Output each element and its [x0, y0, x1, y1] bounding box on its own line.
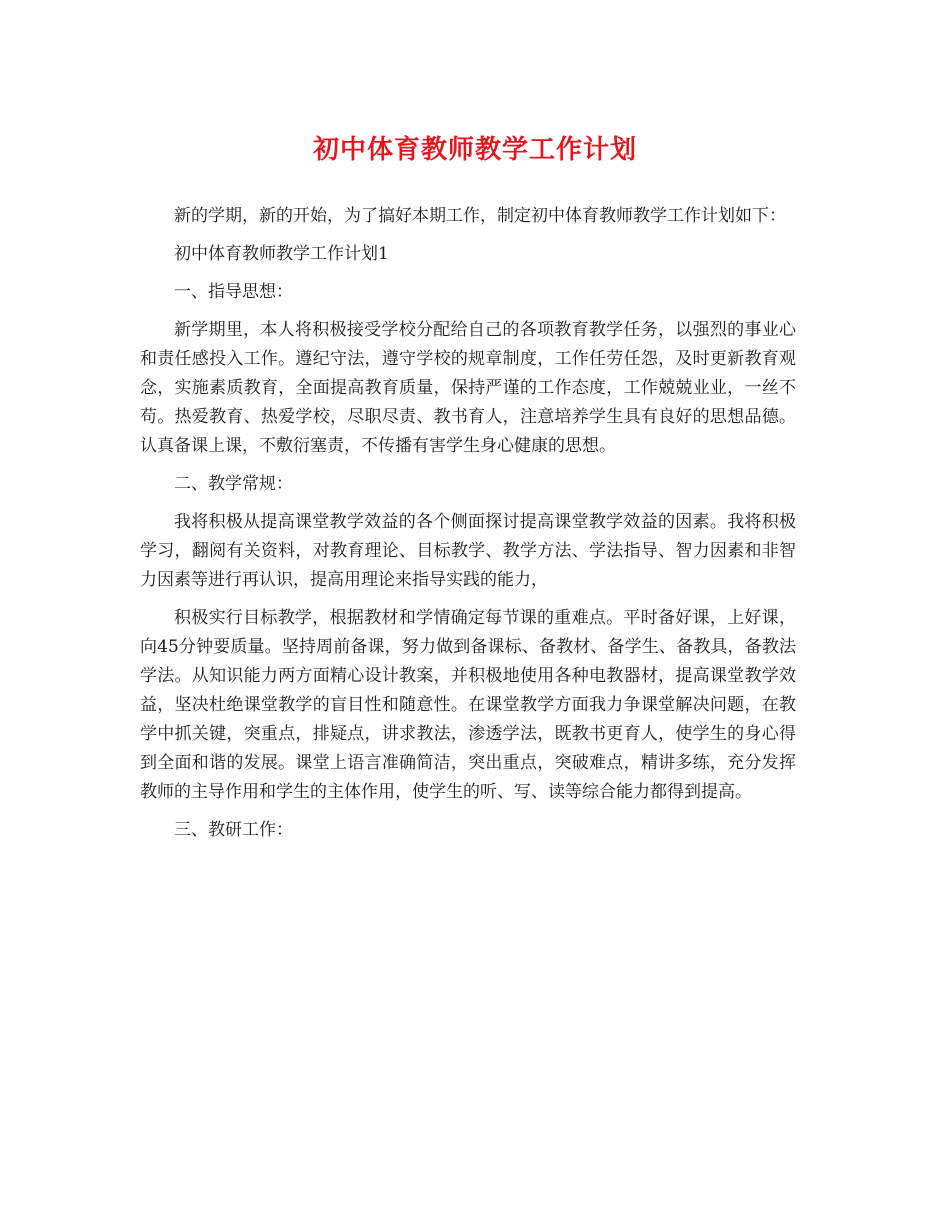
plan-heading: 初中体育教师教学工作计划1: [174, 244, 389, 264]
section-heading-research-work: 三、教研工作：: [174, 820, 293, 840]
paragraph-teaching-routine: 我将积极从提高课堂教学效益的各个侧面探讨提高课堂教学效益的因素。我将积极学习，翻阅有关资料，对教育理论、目标教学、教学方法、学法指导、智力因素和非智力因素等进行再认识，提高用理论来指导实践的能力，: [140, 512, 796, 590]
paragraph-target-teaching: 积极实行目标教学，根据教材和学情确定每节课的重难点。平时备好课，上好课，向45分钟要质量。坚持周前备课，努力做到备课标、备教材、备学生、备教具，备教法学法。从知识能力两方面精心设计教案，并积极地使用各种电教器材，提高课堂教学效益，坚决杜绝课堂教学的盲目性和随意性。在课堂教学方面我力争课堂解决问题，在教学中抓关键，突重点，排疑点，讲求教法，渗透学法，既教书更育人，使学生的身心得到全面和谐的发展。课堂上语言准确简洁，突出重点，突破难点，精讲多练，充分发挥教师的主导作用和学生的主体作用，使学生的听、写、读等综合能力都得到提高。: [140, 608, 796, 802]
document-body: [140, 202, 796, 854]
paragraph-intro: 新的学期，新的开始，为了搞好本期工作，制定初中体育教师教学工作计划如下：: [174, 206, 786, 226]
paragraph-guiding-thought: 新学期里，本人将积极接受学校分配给自己的各项教育教学任务，以强烈的事业心和责任感投入工作。遵纪守法，遵守学校的规章制度，工作任劳任怨，及时更新教育观念，实施素质教育，全面提高教育质量，保持严谨的工作态度，工作兢兢业业，一丝不苟。热爱教育、热爱学校，尽职尽责、教书育人，注意培养学生具有良好的思想品德。认真备课上课，不敷衍塞责，不传播有害学生身心健康的思想。: [140, 320, 796, 456]
section-heading-teaching-routine: 二、教学常规：: [174, 474, 293, 494]
document-title: 初中体育教师教学工作计划: [312, 135, 637, 165]
section-heading-guiding-thought: 一、指导思想：: [174, 282, 293, 302]
